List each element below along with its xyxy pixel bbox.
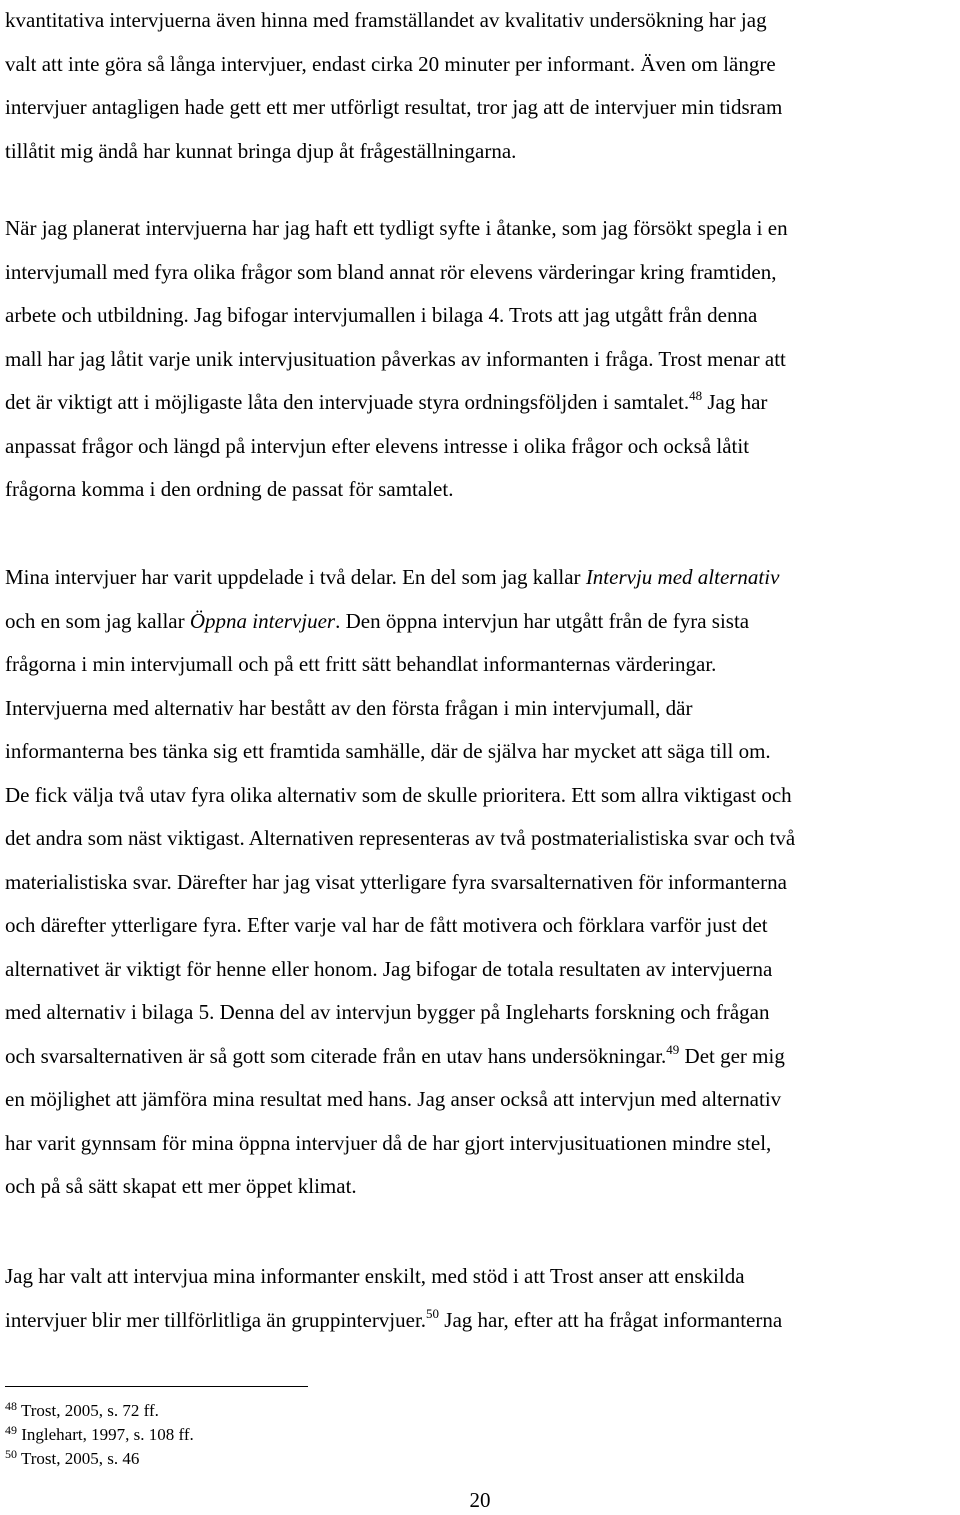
text-line bbox=[5, 1035, 960, 1079]
footnote-item bbox=[5, 1399, 194, 1423]
paragraph-method-length bbox=[5, 0, 960, 173]
text-line: alternativet är viktigt för henne eller honom. Jag bifogar de totala resultaten av intervjuerna bbox=[5, 956, 773, 981]
text-segment: intervjuer blir mer tillförlitliga än gruppintervjuer. bbox=[5, 1307, 427, 1332]
text-line: frågorna komma i den ordning de passat för samtalet. bbox=[5, 477, 454, 501]
paragraph-individual-interviews bbox=[5, 1255, 960, 1342]
text-line: mall har jag låtit varje unik intervjusituation påverkas av informanten i fråga. Trost menar att bbox=[5, 346, 786, 371]
text-line: När jag planerat intervjuerna har jag haft ett tydligt syfte i åtanke, som jag försökt spegla i en bbox=[5, 216, 788, 240]
italic-term: Öppna intervjuer bbox=[189, 608, 336, 633]
text-line: kvantitativa intervjuerna även hinna med framställandet av kvalitativ undersökning har jag bbox=[5, 8, 767, 32]
text-line: Jag har valt att intervjua mina informanter enskilt, med stöd i att Trost anser att enskilda bbox=[5, 1264, 745, 1288]
text-segment: och en som jag kallar bbox=[5, 608, 190, 633]
text-line: informanterna bes tänka sig ett framtida samhälle, där de själva har mycket att säga till om. bbox=[5, 739, 771, 763]
paragraph-interview-parts bbox=[5, 556, 960, 1209]
italic-term: Intervju med alternativ bbox=[585, 565, 780, 589]
footnote-reference[interactable]: 49 bbox=[666, 1041, 680, 1057]
text-line: det andra som näst viktigast. Alternativen representeras av två postmaterialistiska svar och två bbox=[5, 826, 796, 850]
text-line: Intervjuerna med alternativ har bestått av den första frågan i min intervjumall, där bbox=[5, 695, 693, 720]
text-line bbox=[5, 600, 960, 644]
text-line: valt att inte göra så långa intervjuer, endast cirka 20 minuter per informant. Även om längre bbox=[5, 51, 776, 76]
text-line: materialistiska svar. Därefter har jag visat ytterligare fyra svarsalternativen för informanterna bbox=[5, 869, 787, 894]
text-segment: och svarsalternativen är så gott som citerade från en utav hans undersökningar. bbox=[5, 1043, 667, 1068]
text-segment: Mina intervjuer har varit uppdelade i två delar. En del som jag kallar bbox=[5, 565, 586, 589]
text-line bbox=[5, 381, 960, 425]
footnote-number: 50 bbox=[5, 1447, 17, 1461]
text-line: De fick välja två utav fyra olika alternativ som de skulle prioritera. Ett som allra viktigast och bbox=[5, 782, 792, 807]
text-segment: Jag har bbox=[702, 390, 768, 414]
text-line: tillåtit mig ändå har kunnat bringa djup åt frågeställningarna. bbox=[5, 138, 517, 163]
footnote-item bbox=[5, 1447, 194, 1471]
footnote-text: Trost, 2005, s. 46 bbox=[17, 1449, 140, 1468]
text-line: och därefter ytterligare fyra. Efter varje val har de fått motivera och förklara varför just det bbox=[5, 913, 768, 937]
text-line: intervjumall med fyra olika frågor som bland annat rör elevens värderingar kring framtiden, bbox=[5, 259, 777, 284]
text-segment: Det ger mig bbox=[679, 1043, 785, 1068]
footnote-separator bbox=[5, 1386, 308, 1387]
page-number: 20 bbox=[469, 1488, 491, 1512]
text-segment: . Den öppna intervjun har utgått från de fyra sista bbox=[335, 608, 750, 633]
text-line: med alternativ i bilaga 5. Denna del av intervjun bygger på Ingleharts forskning och frågan bbox=[5, 1000, 770, 1024]
footnote-reference[interactable]: 48 bbox=[689, 388, 703, 403]
text-line: frågorna i min intervjumall och på ett fritt sätt behandlat informanternas värderingar. bbox=[5, 652, 717, 676]
text-line bbox=[5, 556, 960, 600]
text-segment: Jag har, efter att ha frågat informanterna bbox=[439, 1307, 783, 1332]
footnote-text: Trost, 2005, s. 72 ff. bbox=[17, 1401, 159, 1420]
text-line bbox=[5, 1299, 960, 1343]
footnote-item bbox=[5, 1423, 194, 1447]
footnote-text: Inglehart, 1997, s. 108 ff. bbox=[17, 1425, 194, 1444]
text-segment: det är viktigt att i möjligaste låta den intervjuade styra ordningsföljden i samtalet. bbox=[5, 390, 690, 414]
text-line: intervjuer antagligen hade gett ett mer utförligt resultat, tror jag att de intervjuer min tidsram bbox=[5, 95, 783, 119]
footnote-number: 48 bbox=[5, 1399, 17, 1413]
text-line: har varit gynnsam för mina öppna intervjuer då de har gjort intervjusituationen mindre stel, bbox=[5, 1130, 772, 1155]
text-line: anpassat frågor och längd på intervjun efter elevens intresse i olika frågor och också låtit bbox=[5, 433, 750, 458]
footnote-number: 49 bbox=[5, 1423, 17, 1437]
text-line: arbete och utbildning. Jag bifogar intervjumallen i bilaga 4. Trots att jag utgått från denna bbox=[5, 303, 758, 327]
paragraph-interview-planning bbox=[5, 207, 960, 512]
footnotes bbox=[5, 1399, 194, 1471]
footnote-reference[interactable]: 50 bbox=[426, 1305, 440, 1321]
text-line: och på så sätt skapat ett mer öppet klimat. bbox=[5, 1174, 357, 1198]
text-line: en möjlighet att jämföra mina resultat med hans. Jag anser också att intervjun med alternativ bbox=[5, 1087, 782, 1111]
